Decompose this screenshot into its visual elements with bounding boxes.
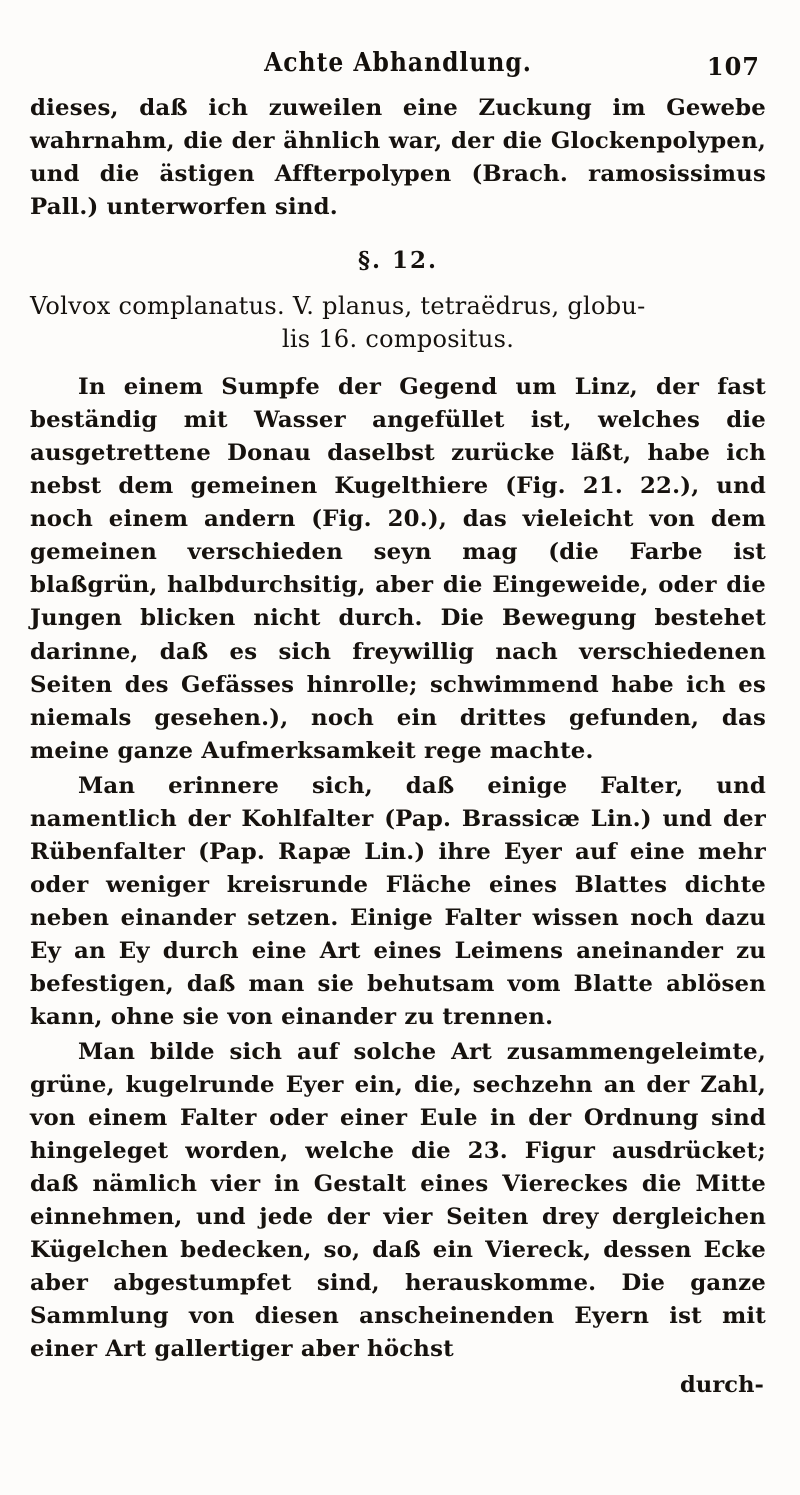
species-heading-line-2: lis 16. compositus. [281,324,515,353]
paragraph-2: Man erinnere sich, daß einige Falter, und namentlich der Kohlfalter (Pap. Brassicæ Lin.) und der Rübenfalter (Pap. Rapæ Lin.) ihre Eyer auf eine mehr oder weniger kreisrunde Fläche eines Blattes dichte neben einander setzen. Einige Falter wissen noch dazu Ey an Ey durch eine Art eines Leimens aneinander zu befestigen, daß man sie behutsam vom Blatte ablösen kann, ohne sie von einander zu trennen. [30,772,766,1031]
page-number: 107 [706,52,760,81]
species-heading [30,290,766,355]
running-title: Achte Abhandlung. [264,48,532,78]
section-mark: §. 12. [357,247,439,275]
page-header [30,30,766,92]
paragraph-continued: dieses, daß ich zuweilen eine Zuckung im Gewebe wahrnahm, die der ähnlich war, der die Glockenpolypen, und die ästigen Affterpolypen (Brach. ramosissimus Pall.) unterworfen sind. [30,95,766,221]
paragraph-1: In einem Sumpfe der Gegend um Linz, der fast beständig mit Wasser angefüllet ist, welches die ausgetrettene Donau daselbst zurücke läßt, habe ich nebst dem gemeinen Kugelthiere (Fig. 21. 22.), und noch einem andern (Fig. 20.), das vieleicht von dem gemeinen verschieden seyn mag (die Farbe ist blaßgrün, halbdurchsitig, aber die Eingeweide, oder die Jungen blicken nicht durch. Die Bewegung bestehet darinne, daß es sich freywillig nach verschiedenen Seiten des Gefässes hinrolle; schwimmend habe ich es niemals gesehen.), noch ein drittes gefunden, das meine ganze Aufmerksamkeit rege machte. [30,374,766,764]
catch-word: durch- [680,1371,764,1398]
paragraph-3: Man bilde sich auf solche Art zusammengeleimte, grüne, kugelrunde Eyer ein, die, sechzehn an der Zahl, von einem Falter oder einer Eule in der Ordnung sind hingeleget worden, welche die 23. Figur ausdrücket; daß nämlich vier in Gestalt eines Viereckes die Mitte einnehmen, und jede der vier Seiten drey dergleichen Kügelchen bedecken, so, daß ein Viereck, dessen Ecke aber abgestumpfet sind, herauskomme. Die ganze Sammlung von diesen anscheinenden Eyern ist mit einer Art gallertiger aber höchst [30,1039,766,1363]
page-body [30,92,766,1401]
species-heading-line-1: Volvox complanatus. V. planus, tetraëdrus, globu- [30,291,646,320]
